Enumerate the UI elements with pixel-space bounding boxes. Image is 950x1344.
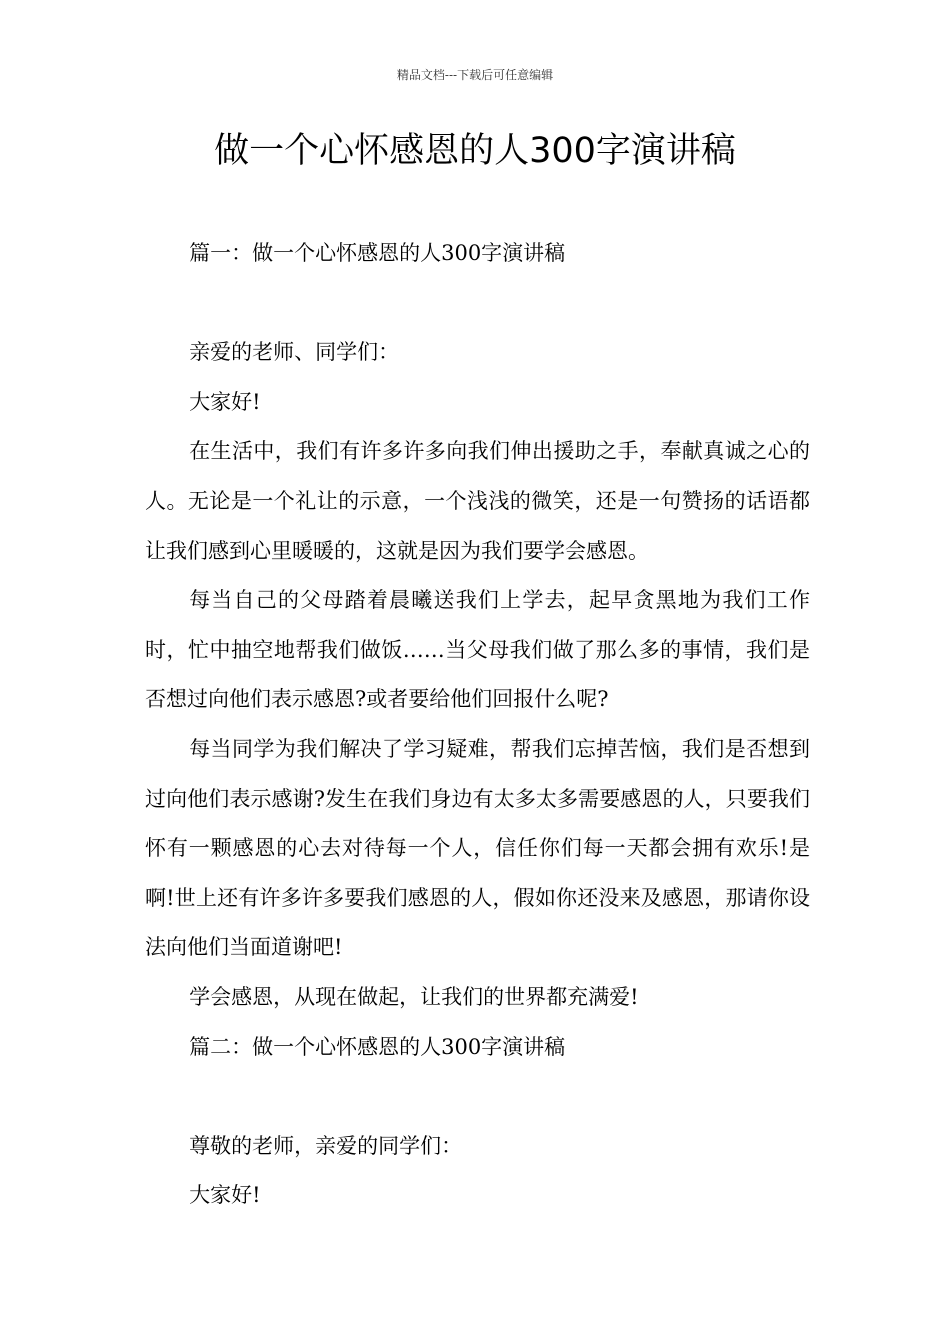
blank-line: [145, 1072, 810, 1122]
greeting-paragraph: 尊敬的老师，亲爱的同学们：: [189, 1133, 463, 1158]
body-paragraph: 学会感恩，从现在做起，让我们的世界都充满爱!: [189, 984, 639, 1009]
document-title: 做一个心怀感恩的人300字演讲稿: [214, 131, 736, 171]
section-heading-1: 篇一：做一个心怀感恩的人300字演讲稿: [189, 241, 566, 265]
blank-line: [145, 279, 810, 329]
document-body: [145, 229, 810, 1221]
hello-paragraph: 大家好!: [189, 389, 261, 414]
body-paragraph: 在生活中，我们有许多许多向我们伸出援助之手，奉献真诚之心的人。无论是一个礼让的示意，一个浅浅的微笑，还是一句赞扬的话语都让我们感到心里暖暖的，这就是因为我们要学会感恩。: [145, 439, 810, 563]
body-paragraph: 每当同学为我们解决了学习疑难，帮我们忘掉苦恼，我们是否想到过向他们表示感谢?发生在我们身边有太多太多需要感恩的人，只要我们怀有一颗感恩的心去对待每一个人，信任你们每一天都会拥有欢乐!是啊!世上还有许多许多要我们感恩的人，假如你还没来及感恩，那请你设法向他们当面道谢吧!: [145, 736, 810, 960]
section-heading-2: 篇二：做一个心怀感恩的人300字演讲稿: [189, 1034, 566, 1059]
hello-paragraph: 大家好!: [189, 1183, 261, 1208]
greeting-paragraph: 亲爱的老师、同学们：: [189, 340, 400, 365]
body-paragraph: 每当自己的父母踏着晨曦送我们上学去，起早贪黑地为我们工作时，忙中抽空地帮我们做饭……当父母我们做了那么多的事情，我们是否想过向他们表示感恩?或者要给他们回报什么呢?: [145, 588, 810, 712]
page-header: 精品文档---下载后可任意编辑: [396, 68, 554, 82]
